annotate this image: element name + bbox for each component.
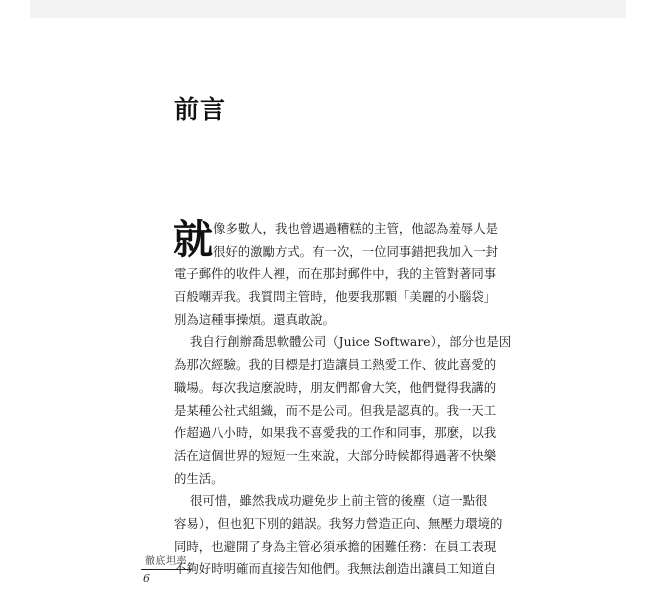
text-line: 的生活。 <box>174 470 224 486</box>
text-line: 職場。每次我這麼說時，朋友們都會大笑，他們覺得我講的 <box>174 379 497 395</box>
text-line: 很可惜，雖然我成功避免步上前主管的後塵（這一點很 <box>190 493 488 509</box>
text-line: 我自行創辦喬思軟體公司（Juice Software），部分也是因 <box>190 334 512 350</box>
paragraph-3 <box>174 490 504 581</box>
text-line: 同時，也避開了身為主管必須承擔的困難任務：在員工表現 <box>174 538 497 554</box>
scan-shadow-band <box>30 0 626 18</box>
paragraph-1 <box>174 218 504 331</box>
running-footer-title: 徹底坦率 <box>145 556 187 567</box>
text-line: 容易），但也犯下別的錯誤。我努力營造正向、無壓力環境的 <box>174 515 503 531</box>
chapter-title: 前言 <box>174 95 227 124</box>
text-line: 電子郵件的收件人裡，而在那封郵件中，我的主管對著同事 <box>174 266 497 282</box>
drop-cap: 就 <box>173 216 213 263</box>
text-line: 作超過八小時，如果我不喜愛我的工作和同事，那麼，以我 <box>174 425 497 441</box>
paragraph-2 <box>174 331 512 490</box>
text-line: 很好的激勵方式。有一次，一位同事錯把我加入一封 <box>213 243 498 259</box>
text-line: 像多數人，我也曾遇過糟糕的主管，他認為羞辱人是 <box>213 221 498 236</box>
page-margin <box>0 0 30 18</box>
page-number: 6 <box>143 572 150 585</box>
body-text <box>173 216 512 581</box>
text-line: 活在這個世界的短短一生來說，大部分時候都得過著不快樂 <box>174 447 497 463</box>
text-line: 為那次經驗。我的目標是打造讓員工熱愛工作、彼此喜愛的 <box>174 357 497 373</box>
text-line: 別為這種事操煩。還真敢說。 <box>174 311 336 327</box>
page-footer <box>137 552 197 585</box>
text-line: 是某種公社式組織，而不是公司。但我是認真的。我一天工 <box>174 402 497 418</box>
text-line: 不夠好時明確而直接告知他們。我無法創造出讓員工知道自 <box>174 561 497 577</box>
text-line: 百般嘲弄我。我質問主管時，他要我那顆「美麗的小腦袋」 <box>174 289 497 305</box>
